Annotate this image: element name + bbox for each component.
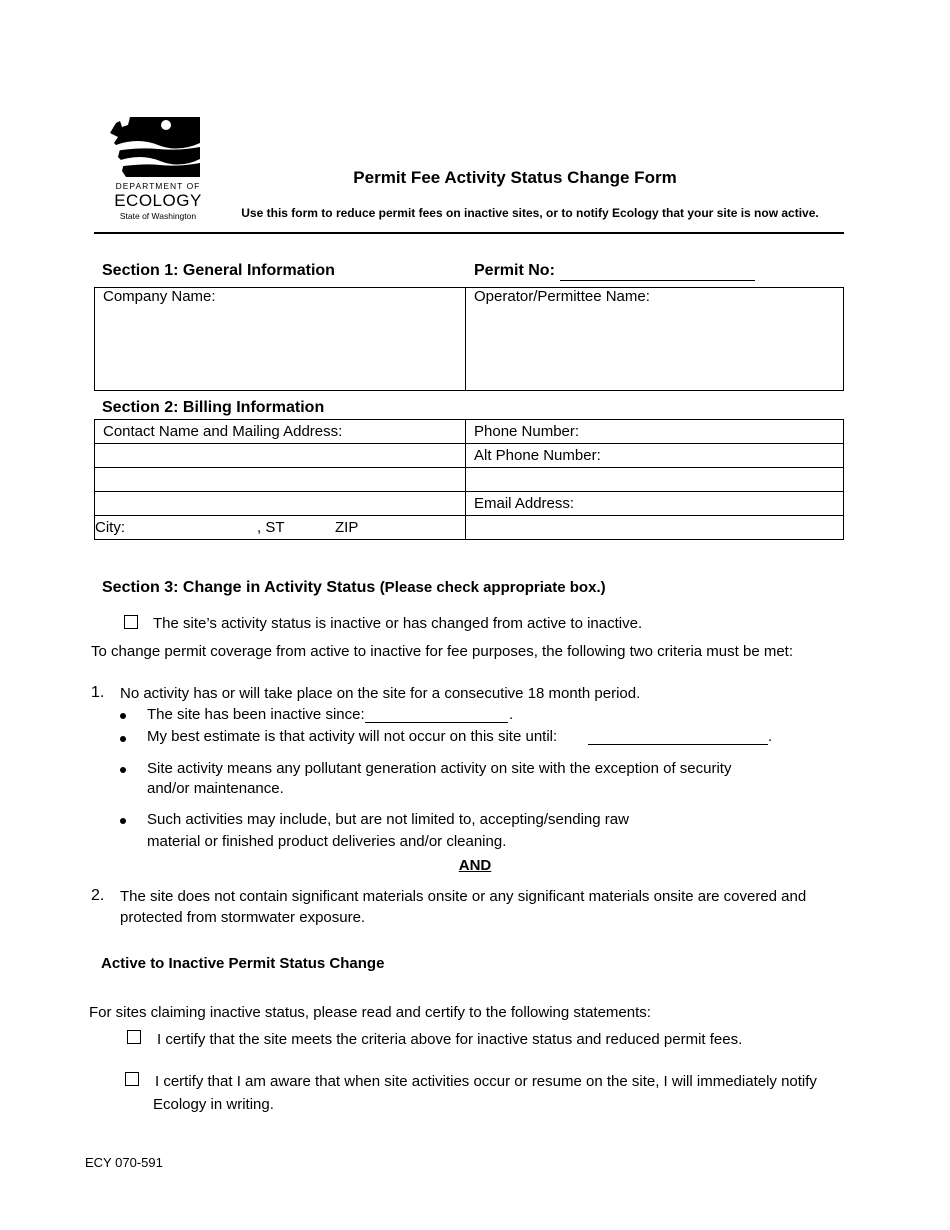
bullet	[120, 767, 126, 773]
section2-heading: Section 2: Billing Information	[102, 399, 325, 416]
inactive-status-checkbox[interactable]	[124, 615, 138, 629]
city-label: City:	[95, 519, 125, 536]
email-value-field[interactable]	[466, 516, 844, 540]
operator-name-label: Operator/Permittee Name:	[474, 288, 650, 305]
certify-statement2-line1: I certify that I am aware that when site activities occur or resume on the site, I will immediately notify	[155, 1073, 817, 1090]
inactive-status-option: The site’s activity status is inactive or has changed from active to inactive.	[153, 615, 643, 632]
ecology-logo-mark	[108, 115, 208, 181]
period: .	[509, 706, 514, 723]
certify-criteria-checkbox[interactable]	[127, 1030, 141, 1044]
certify-intro: For sites claiming inactive status, please read and certify to the following statements:	[89, 1004, 651, 1021]
and-label: AND	[458, 857, 492, 874]
phone-number-label: Phone Number:	[474, 423, 580, 440]
logo-ecology: ECOLOGY	[114, 191, 202, 210]
phone-number-field[interactable]	[466, 420, 844, 444]
address-line-1-field[interactable]	[95, 444, 466, 468]
item1-text: No activity has or will take place on the site for a consecutive 18 month period.	[120, 685, 641, 702]
company-name-field[interactable]	[95, 288, 466, 391]
bullet	[120, 736, 126, 742]
email-label: Email Address:	[474, 495, 575, 512]
permit-no-field[interactable]	[560, 280, 755, 281]
period: .	[768, 728, 773, 745]
billing-info-table	[94, 419, 844, 540]
logo-state: State of Washington	[119, 211, 197, 221]
state-label: , ST	[257, 519, 285, 536]
bullet	[120, 818, 126, 824]
section3-heading-note: (Please check appropriate box.)	[379, 579, 606, 596]
item2-line2: protected from stormwater exposure.	[120, 909, 366, 926]
certify-statement2-line2: Ecology in writing.	[153, 1096, 274, 1113]
item1-number: 1.	[91, 684, 105, 701]
contact-name-field[interactable]	[95, 420, 466, 444]
email-field[interactable]	[466, 492, 844, 516]
address-line-2-field[interactable]	[95, 468, 466, 492]
bullet4-line2: material or finished product deliveries and/or cleaning.	[147, 833, 507, 850]
logo-department: DEPARTMENT OF	[115, 181, 201, 191]
inactive-since-label: The site has been inactive since:	[147, 706, 365, 723]
address-line-3-field[interactable]	[95, 492, 466, 516]
zip-label: ZIP	[335, 519, 359, 536]
certify-statement1: I certify that the site meets the criteria above for inactive status and reduced permit fees.	[157, 1031, 743, 1048]
alt-phone-value-field[interactable]	[466, 468, 844, 492]
general-info-table	[94, 287, 844, 391]
ecology-logo	[108, 115, 208, 225]
section3-heading-main: Section 3: Change in Activity Status	[102, 579, 376, 596]
form-subtitle: Use this form to reduce permit fees on inactive sites, or to notify Ecology that your site is now active.	[241, 206, 819, 220]
bullet	[120, 713, 126, 719]
permit-no-label: Permit No:	[474, 262, 555, 279]
operator-name-field[interactable]	[466, 288, 844, 391]
section3-heading	[102, 579, 606, 597]
bullet3-line1: Site activity means any pollutant generation activity on site with the exception of security	[147, 760, 732, 777]
inactive-since-field[interactable]	[365, 722, 508, 723]
alt-phone-field[interactable]	[466, 444, 844, 468]
header-divider	[94, 232, 844, 234]
bullet4-line1: Such activities may include, but are not limited to, accepting/sending raw	[147, 811, 629, 828]
company-name-label: Company Name:	[103, 288, 216, 305]
section1-heading: Section 1: General Information	[102, 262, 335, 279]
form-title: Permit Fee Activity Status Change Form	[353, 168, 677, 187]
contact-name-label: Contact Name and Mailing Address:	[103, 423, 343, 440]
certify-heading: Active to Inactive Permit Status Change	[101, 955, 385, 972]
city-state-zip-field[interactable]	[95, 516, 466, 540]
alt-phone-label: Alt Phone Number:	[474, 447, 601, 464]
form-number: ECY 070-591	[85, 1155, 163, 1170]
bullet3-line2: and/or maintenance.	[147, 780, 284, 797]
criteria-intro: To change permit coverage from active to inactive for fee purposes, the following two criteria must be met:	[91, 643, 793, 660]
item2-number: 2.	[91, 887, 105, 904]
certify-notify-checkbox[interactable]	[125, 1072, 139, 1086]
estimate-label: My best estimate is that activity will not occur on this site until:	[147, 728, 558, 745]
estimate-date-field[interactable]	[588, 744, 768, 745]
item2-line1: The site does not contain significant materials onsite or any significant materials onsite are covered and	[120, 888, 807, 905]
